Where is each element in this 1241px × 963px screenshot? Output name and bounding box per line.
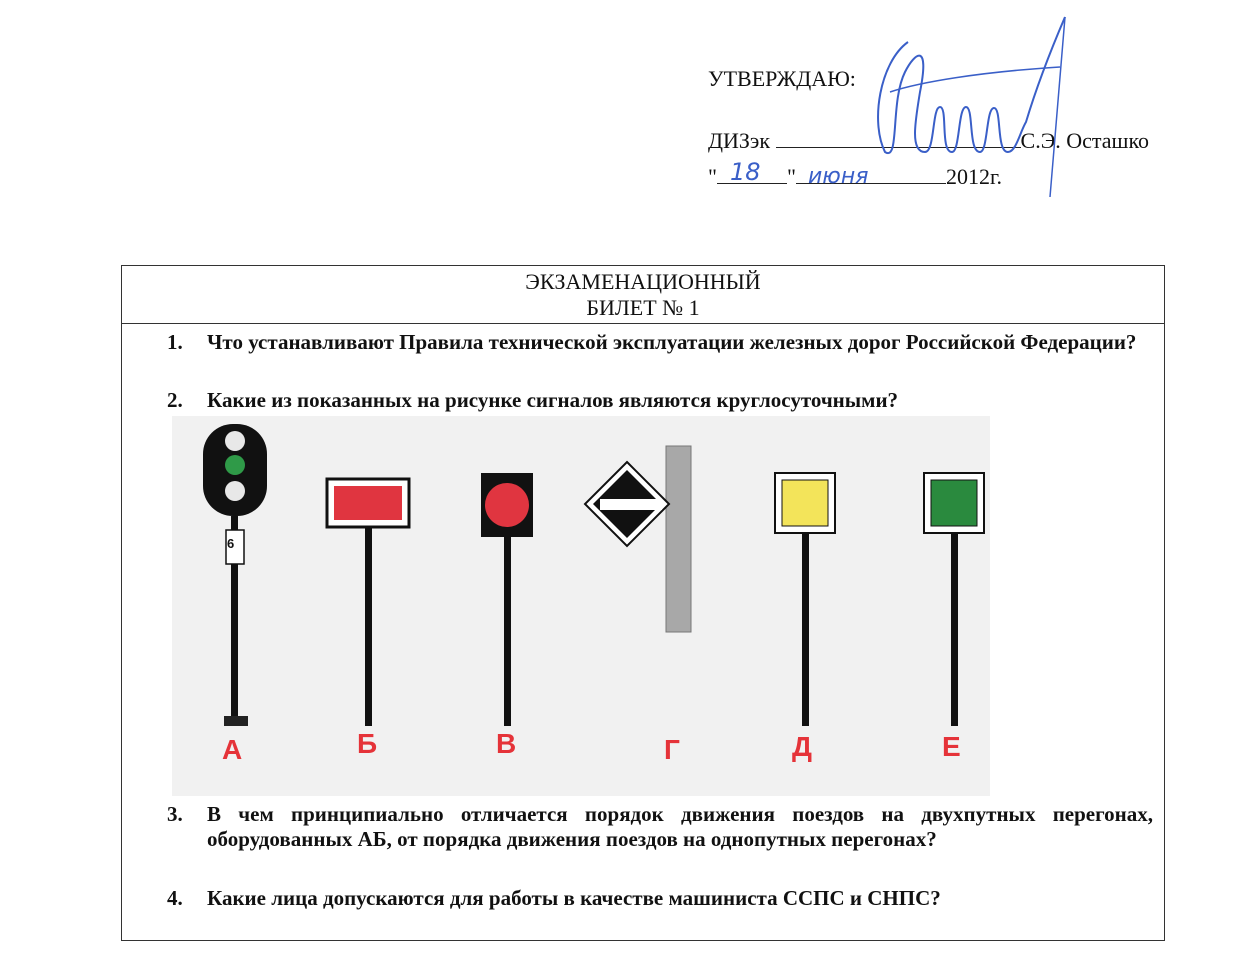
signal-a-plate-text: 6 [227, 536, 235, 551]
signal-d [775, 473, 835, 726]
signal-g-label: Г [664, 734, 680, 765]
question-text: Какие из показанных на рисунке сигналов являются круглосуточными? [207, 388, 899, 412]
lamp-top [225, 431, 245, 451]
question-number: 3. [167, 802, 183, 826]
ticket-title-line2: БИЛЕТ № 1 [586, 295, 700, 320]
exam-ticket [121, 265, 1165, 941]
signal-b [327, 479, 409, 726]
signal-b-label: Б [357, 728, 378, 759]
question-number: 2. [167, 388, 183, 412]
question-text: В чем принципиально отличается порядок движения поездов на двухпутных перегонах, оборудованных АБ, от порядка движения поездов на однопутных перегонах? [207, 802, 1153, 851]
lamp-green [225, 455, 245, 475]
question-text: Какие лица допускаются для работы в качестве машиниста ССПС и СНПС? [207, 886, 941, 910]
quote-open: " [708, 164, 717, 189]
approval-name: С.Э. Осташко [1020, 128, 1150, 153]
question-text: Что устанавливают Правила технической эксплуатации железных дорог Российской Федерации? [207, 330, 1137, 354]
signal-a-label: А [222, 734, 243, 765]
signal-g [585, 446, 691, 632]
question-number: 1. [167, 330, 183, 354]
signal-d-label: Д [792, 731, 812, 762]
signal-e [924, 473, 984, 726]
question-number: 4. [167, 886, 183, 910]
approval-heading: УТВЕРЖДАЮ: [708, 66, 856, 91]
quote-close: " [786, 164, 796, 189]
handwritten-month: июня [808, 164, 869, 189]
signal-a [203, 424, 267, 726]
approval-position: ДИЗэк [708, 128, 771, 153]
signature-drawing [860, 12, 1080, 202]
signal-v [481, 473, 533, 726]
lamp-bottom [225, 481, 245, 501]
ticket-title-line1: ЭКЗАМЕНАЦИОННЫЙ [525, 269, 761, 294]
signals-drawing [172, 416, 990, 796]
approval-year: 2012г. [945, 164, 1003, 189]
ticket-header [122, 266, 1164, 324]
handwritten-day: 18 [730, 158, 761, 186]
signal-e-label: Е [942, 731, 961, 762]
signals-figure [172, 416, 990, 796]
signal-v-label: В [496, 728, 517, 759]
